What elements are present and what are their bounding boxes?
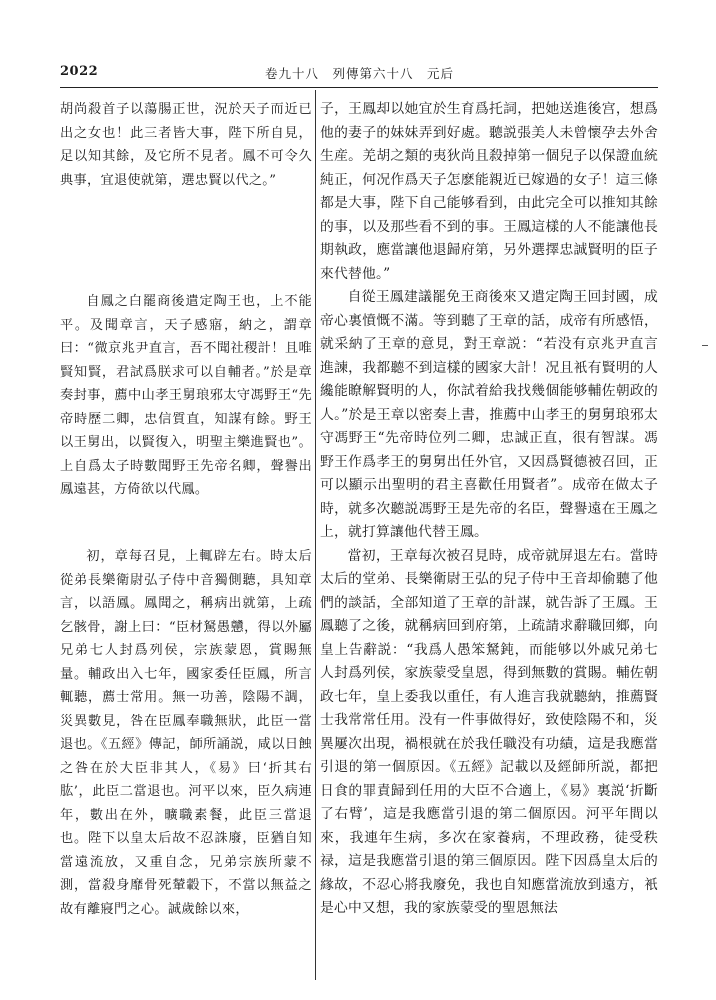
margin-mark <box>702 345 708 346</box>
right-column-translation <box>320 98 658 921</box>
column-divider <box>315 90 316 980</box>
left-column-original-text <box>60 98 312 192</box>
running-title: 卷九十八 列傳第六十八 元后 <box>265 66 455 81</box>
left-paragraph-1: 胡尚殺首子以蕩腸正世，況於天子而近已出之女也！此三者皆大事，陛下所自見，足以知其餘，及它所不見者。鳳不可令久典事，宜退使就第，選忠賢以代之。” <box>60 102 312 188</box>
right-paragraph-3: 當初，王章每次被召見時，成帝就屏退左右。當時太后的堂弟、長樂衛尉王弘的兒子侍中王音却偷聽了他們的談話，全部知道了王章的計謀，就告訴了王鳳。王鳳聽了之後，就稱病回到府第，上疏請求辭職回鄉，向皇上告辭説：“我爲人愚笨駑鈍，而能够以外戚兄弟七人封爲列侯，家族蒙受皇恩，得到無數的賞賜。輔佐朝政七年，皇上委我以重任，有人進言我就聽納，推薦賢士我常常任用。没有一件事做得好，致使陰陽不和，災異屢次出現，禍根就在於我任職没有功績，這是我應當引退的第一個原因。《五經》記載以及經師所説，都把日食的罪責歸到任用的大臣不合適上，《易》裏説‘折斷了右臂’，這是我應當引退的第二個原因。河平年間以來，我連年生病，多次在家養病，不理政務，徒受秩禄，這是我應當引退的第三個原因。陛下因爲皇太后的緣故，不忍心將我廢免，我也自知應當流放到遠方，衹是心中又想，我的家族蒙受的聖恩無法 <box>320 547 658 916</box>
header-rule <box>60 87 658 88</box>
left-paragraph-3: 初，章每召見，上輒辟左右。時太后從弟長樂衛尉弘子侍中音獨側聽，具知章言，以語鳳。鳳聞之，稱病出就第，上疏乞骸骨，謝上曰：“臣材駑愚戇，得以外屬兄弟七人封爲列侯，宗族蒙恩，賞賜無量。輔政出入七年，國家委任臣鳳，所言輒聽，薦士常用。無一功善，陰陽不調，災異數見，咎在臣鳳奉職無狀，此臣一當退也。《五經》傳記，師所誦説，咸以日蝕之咎在於大臣非其人，《易》曰‘折其右肱’，此臣二當退也。河平以來，臣久病連年，數出在外，曠職素餐，此臣三當退也。陛下以皇太后故不忍誅廢，臣猶自知當遠流放，又重自念，兄弟宗族所蒙不測，當殺身靡骨死輦轂下，不當以無益之故有離寢門之心。誠歲餘以來， <box>60 549 312 917</box>
left-column-original-text-2 <box>60 290 312 502</box>
left-paragraph-2: 自鳳之白罷商後遣定陶王也，上不能平。及聞章言，天子感寤，納之，謂章曰：“微京兆尹直言，吾不聞社稷計！且唯賢知賢，君試爲朕求可以自輔者。”於是章奏封事，薦中山孝王舅琅邪太守馮野王“先帝時歷二卿，忠信質直，知謀有餘。野王以王舅出，以賢復入，明聖主樂進賢也”。上自爲太子時數聞野王先帝名卿，聲譽出鳳遠甚，方倚欲以代鳳。 <box>60 294 312 497</box>
left-column-original-text-3 <box>60 545 312 921</box>
right-paragraph-2: 自從王鳳建議罷免王商後來又遣定陶王回封國，成帝心裏憤慨不滿。等到聽了王章的話，成帝有所感悟，就采納了王章的意見，對王章説：“若没有京兆尹直言進諫，我都聽不到這樣的國家大計！况且衹有賢明的人纔能瞭解賢明的人，你試着給我找幾個能够輔佐朝政的人。”於是王章以密奏上書，推薦中山孝王的舅舅琅邪太守馮野王“先帝時位列二卿，忠誠正直，很有智謀。馮野王作爲孝王的舅舅出任外官，又因爲賢德被召回，正可以顯示出聖明的君主喜歡任用賢者”。成帝在做太子時，就多次聽説馮野王是先帝的名臣，聲譽遠在王鳳之上，就打算讓他代替王鳳。 <box>320 289 658 540</box>
page-number: 2022 <box>60 64 99 79</box>
right-paragraph-1: 子，王鳳却以她宜於生育爲托詞，把她送進後宫，想爲他的妻子的妹妹弄到好處。聽説張美人未曾懷孕去外舍生産。羌胡之類的夷狄尚且殺掉第一個兒子以保證血統純正，何况作爲天子怎麽能親近已嫁過的女子！這三條都是大事，陛下自己能够看到，由此完全可以推知其餘的事，以及那些看不到的事。王鳳這樣的人不能讓他長期執政，應當讓他退歸府第，另外選擇忠誠賢明的臣子來代替他。” <box>320 101 658 282</box>
page-header <box>60 64 660 82</box>
